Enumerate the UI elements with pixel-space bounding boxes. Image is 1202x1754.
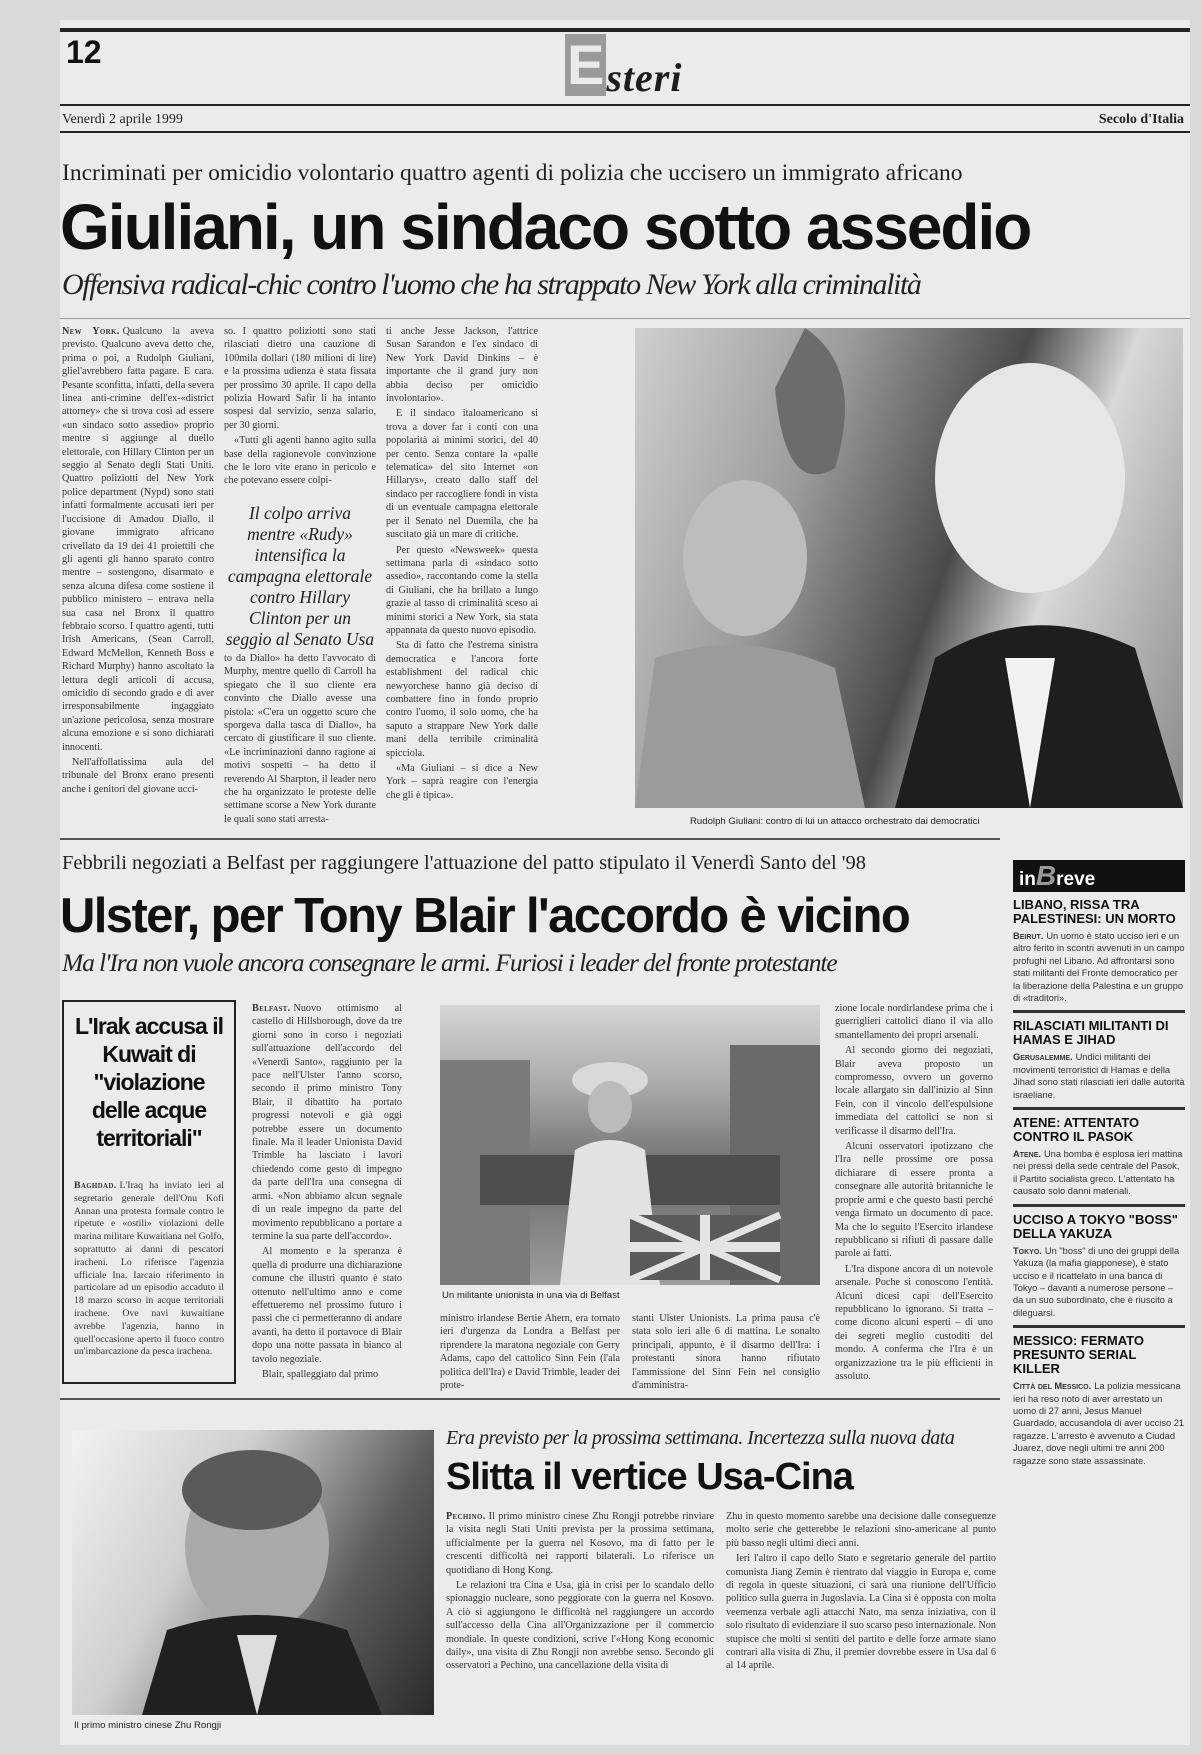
belfast-photo-shapes	[440, 1005, 820, 1285]
giuliani-text-2b: «Tutti gli agenti hanno agito sulla base della ragionevole convinzione che le loro vite erano in pericolo e che potevano essere colpi-	[224, 435, 376, 487]
zhu-photo-shapes	[72, 1430, 434, 1715]
section-initial: E	[567, 33, 605, 96]
masthead-rule-2	[60, 131, 1190, 133]
ulster-col-1	[252, 1002, 402, 1384]
brevi-item-dateline: Gerusalemme.	[1013, 1052, 1073, 1063]
ulster-text-1b: Al momento e la speranza è quella di produrre una dichiarazione comune che illustri quanto è stato ottenuto nell'ultimo anno e come effettueremo nel prossimo futuro i passi che ci permetteranno di andare avanti, ha detto il portavoce di Blair dopo una notte passata in bianco al tavolo negoziale.	[252, 1246, 402, 1365]
page-number: 12	[66, 34, 102, 70]
brevi-item-title: UCCISO A TOKYO "BOSS" DELLA YAKUZA	[1013, 1211, 1178, 1241]
giuliani-photo-caption: Rudolph Giuliani: contro di lui un attacco orchestrato dai democratici	[690, 816, 980, 827]
giuliani-text-3a: ti anche Jesse Jackson, l'attrice Susan Sarandon e l'ex sindaco di New York David Dinkins – è importante che il grand jury non abbia deciso per omicidio involontario».	[386, 326, 538, 405]
ulster-text-4d: L'Ira dispone ancora di un notevole arsenale. Poche si conoscono l'entità. Alcuni dicesi capi dell'Esercito repubblicano lo ignorano. Si tratta – come dicono alcuni esperti – di uno dei segreti meglio custoditi del mondo. A conferma che l'Ira è un organizzazione tra le più efficienti in assoluto.	[835, 1263, 993, 1382]
giuliani-rule	[60, 318, 1190, 319]
giuliani-col-2c	[224, 652, 376, 830]
irak-text: L'Iraq ha inviato ieri al segretario generale dell'Onu Kofi Annan una protesta formale contro le ripetute e «ostili» violazioni delle marina militare Kuwaitiana nel Golfo, soprattutto ai danni di pescatori iracheni. Lo riferisce l'agenzia ufficiale Ina. Iarcaio riferimento in particolare ad un episodio accaduto il 18 marzo scorso in acque territoriali irachene. Ove navi kuwaitiane avrebbe l'agenzia, hanno in quell'occasione aperto il fuoco contro un'imbarcazione da pesca irachena.	[74, 1180, 224, 1358]
ulster-text-4c: Alcuni osservatori ipotizzano che l'Ira nelle prossime ore possa dichiarare di essere pronta a consegnare alle autorità britanniche le proprie armi e che questo basti perché venga firmato un documento di pace. Ma che lo seguito l'Esercito irlandese repubblicano si rifiuti di passare dalle parole ai fatti.	[835, 1141, 993, 1260]
giuliani-col-1	[62, 325, 214, 830]
brevi-header	[1013, 860, 1185, 892]
ulster-col-2	[440, 1312, 620, 1392]
section-title	[565, 33, 683, 100]
giuliani-text-1: Qualcuno la aveva previsto. Qualcuno aveva detto che, prima o poi, a Rudolph Giuliani, gliel'avrebbero fatta pagare. E cara. Pesante sconfitta, infatti, della severa linea anti-crimine dell'ex-«district attorney» che si trova così ad essere «un sindaco sotto assedio» proprio mentre si aggiunge al duello elettorale, con Hillary Clinton per un seggio al Senato degli Stati Uniti. Quattro poliziotti del New York police department (Nypd) sono stati infatti formalmente accusati ieri per l'uccisione di Amadou Diallo, il giovane immigrato africano crivellato da 19 dei 41 proiettili che gli agenti gli hanno sparato contro mentre – sostengono, disarmato e senza alcuna difesa come sostiene il pubblico ministero – entrava nella sua casa nel Bronx il quattro febbraio scorso. I quattro agenti, tutti Irish Americans, (Sean Carroll, Edward McMellon, Kenneth Boss e Richard Murphy) hanno ascoltato la lettura degli articoli di accusa, omicidio di secondo grado e di aver irresponsabilmente ingaggiato un'azione pericolosa, senza mostrare alcuna emozione e si sono dichiarati innocenti.	[62, 326, 214, 753]
brevi-item	[1013, 1116, 1185, 1207]
ulster-col-4	[835, 1002, 993, 1384]
cina-dateline: Pechino.	[446, 1511, 486, 1522]
top-rule	[60, 28, 1190, 32]
newspaper-name: Secolo d'Italia	[1098, 112, 1184, 127]
brevi-item-title: ATENE: ATTENTATO CONTRO IL PASOK	[1013, 1115, 1140, 1145]
section-divider-1	[60, 838, 1000, 840]
giuliani-text-2c: to da Diallo» ha detto l'avvocato di Murphy, mentre quello di Carroll ha spiegato che il suo cliente era convinto che Diallo avesse una pistola: «C'era un oggetto scuro che sporgeva dalla tasca di Diallo», ha cercato di giustificare il suo cliente. «Le incriminazioni danno ragione ai motivi sospetti – ha detto il reverendo Al Sharpton, il leader nero che ha organizzato le proteste delle settimane scorse a New York durante le quali sono stati arresta-	[224, 653, 376, 825]
newspaper-page	[60, 20, 1190, 1745]
brevi-header-in: in	[1019, 869, 1036, 890]
ulster-text-1: Nuovo ottimismo al castello di Hillsborough, dove da tre giorni sono in corso i negoziati sull'attuazione dell'accordo del «Venerdì Santo», raggiunto per la pace nell'Ulster l'anno scorso, secondo il primo ministro Tony Blair, il dibattito ha portato progressi notevoli e già oggi potrebbe essere un documento finale. Ma il leader Unionista David Trimble ha lasciato i lavori chiedendo come gesto di impegno da parte dell'Ira una consegna di armi. «Non abbiamo alcun segnale di un reale impegno da parte del movimento repubblicano a portare a termine la sua parte dell'accordo».	[252, 1003, 402, 1242]
cina-text-1b: Le relazioni tra Cina e Usa, già in crisi per lo scandalo dello spionaggio nucleare, sono peggiorate con la guerra nel Kosovo. A ciò si aggiungono le difficoltà nel raggiungere un accordo sull'accesso della Cina all'Organizzazione per il commercio mondiale. In queste condizioni, scrive l'«Hong Kong economic daily», una visita di Zhu Rongji non avrebbe senso. Secondo gli osservatori a Pechino, una cancellazione della visita di	[446, 1580, 714, 1672]
masthead-rule-1	[60, 104, 1190, 106]
giuliani-pullquote: Il colpo arriva mentre «Rudy» intensifica la campagna elettorale contro Hillary Clinton per un seggio al Senato Usa	[225, 503, 375, 649]
cina-kicker: Era previsto per la prossima settimana. Incertezza sulla nuova data	[446, 1427, 955, 1449]
brevi-item-body: Undici militanti dei movimenti terroristici di Hamas e della Jihad sono stati rilasciati ieri dalle autorità israeliane.	[1013, 1052, 1185, 1100]
cina-text-2a: Zhu in questo momento sarebbe una decisione dalle conseguenze molto serie che getterebbe le relazioni sino-americane al punto più basso negli ultimi dieci anni.	[726, 1511, 996, 1549]
giuliani-kicker: Incriminati per omicidio volontario quattro agenti di polizia che uccisero un immigrato africano	[62, 160, 963, 186]
brevi-item	[1013, 898, 1185, 1013]
brevi-item	[1013, 1334, 1185, 1467]
section-name: steri	[606, 55, 683, 100]
irak-box	[62, 1000, 236, 1384]
zhu-photo	[72, 1430, 434, 1715]
giuliani-dateline: New York.	[62, 326, 120, 337]
section-divider-2	[60, 1398, 1000, 1400]
giuliani-text-3c: Per questo «Newsweek» questa settimana parla di «sindaco sotto assedio», raccontando come la stella di Giuliani, che ha brillato a lungo grazie al tasso di criminalità sceso ai minimi storici a New York, sia stata appannata da questo nuovo episodio.	[386, 544, 538, 636]
cina-text-1: Il primo ministro cinese Zhu Rongji potrebbe rinviare la visita negli Stati Uniti prevista per la prossima settimana, ufficialmente per la guerra nel Kosovo, ma di fatto per le crescenti difficoltà nei rapporti bilaterali. Lo riferisce un quotidiano di Hong Kong.	[446, 1511, 714, 1576]
giuliani-text-3d: Sta di fatto che l'estrema sinistra democratica e l'ancora forte establishment del radical chic newyorchese hanno già deciso di combattere fino in fondo proprio contro l'uomo, il solo uomo, che ha saputo a strappare New York dalle mani della terribile criminalità spicciola.	[386, 640, 538, 759]
cina-col-1	[446, 1510, 714, 1738]
brevi-item-dateline: Beirut.	[1013, 931, 1044, 941]
irak-dateline: Baghdad.	[74, 1180, 117, 1191]
brevi-item-body: Un uomo è stato ucciso ieri e un altro ferito in scontri avvenuti in un campo profughi nel Libano. Ad affrontarsi sono stati militanti del Fronte democratico per la liberazione della Palestina e un gruppo di «traditori».	[1013, 931, 1185, 1004]
cina-text-2b: Ieri l'altro il capo dello Stato e segretario generale del partito comunista Jiang Zemin è rientrato dal viaggio in Europa e, come di regola in queste situazioni, ci sarà una riunione dell'Ufficio politico sulla guerra in Jugoslavia. La Cina si è opposta con molta veemenza verbale agli attacchi Nato, ma senza iniziativa, con il solo risultato di evidenziare il suo scarso peso internazionale. Non stupisce che molti si sentiti del partito e delle forze armate siano contrari alla visita di Zhu, il premier dovrebbe essere in Usa dal 6 al 14 aprile.	[726, 1553, 996, 1672]
ulster-text-3: stanti Ulster Unionists. La prima pausa c'è stata solo ieri alle 6 di mattina. Le sonalto principali, appunto, è il disarmo dell'Ira: i protestanti sinora hanno rifiutato l'ammissione del Sinn Fein nel consiglio d'amministra-	[632, 1313, 820, 1392]
cina-col-2	[726, 1510, 996, 1738]
ulster-subhead: Ma l'Ira non vuole ancora consegnare le armi. Furiosi i leader del fronte protestante	[62, 948, 837, 977]
brevi-separator	[1013, 1325, 1185, 1328]
ulster-text-4a: zione locale nordirlandese prima che i guerriglieri cattolici diano il via allo smantellamento dei propri arsenali.	[835, 1003, 993, 1041]
brevi-item-dateline: Città del Messico.	[1013, 1381, 1092, 1392]
brevi-item-title: LIBANO, RISSA TRA PALESTINESI: UN MORTO	[1013, 897, 1176, 926]
brevi-separator	[1013, 1107, 1185, 1110]
giuliani-photo-shapes	[635, 328, 1183, 808]
giuliani-headline: Giuliani, un sindaco sotto assedio	[60, 191, 1031, 263]
ulster-kicker: Febbrili negoziati a Belfast per raggiungere l'attuazione del patto stipulato il Venerdì Santo del '98	[62, 852, 867, 874]
zhu-photo-caption: Il primo ministro cinese Zhu Rongji	[74, 1720, 222, 1731]
ulster-text-2: ministro irlandese Bertie Ahern, era tornato ieri d'urgenza da Londra a Belfast per riprendere la maratona negoziale con Gerry Adams, capo del cattolico Sinn Fein (l'ala politica dell'Ira) e David Trimble, leader dei prote-	[440, 1313, 620, 1392]
brevi-item-body: La polizia messicana ieri ha reso noto di aver arrestato un uomo di 27 anni, Jesus Manuel Guardado, accusandola di aver ucciso 21 ragazze. L'arresto è avvenuto a Ciudad Juarez, dove negli ultimi tre anni 200 ragazze sono state assassinate.	[1013, 1381, 1185, 1466]
brevi-item-dateline: Atene.	[1013, 1149, 1041, 1160]
belfast-photo-caption: Un militante unionista in una via di Belfast	[442, 1290, 620, 1301]
giuliani-col-3	[386, 325, 538, 830]
brevi-item-title: MESSICO: FERMATO PRESUNTO SERIAL KILLER	[1013, 1333, 1144, 1377]
brevi-item	[1013, 1213, 1185, 1328]
brevi-item	[1013, 1019, 1185, 1110]
brevi-item-title: RILASCIATI MILITANTI DI HAMAS E JIHAD	[1013, 1018, 1169, 1048]
brevi-header-rest: reve	[1056, 869, 1096, 890]
giuliani-text-2a: so. I quattro poliziotti sono stati rilasciati dietro una cauzione di 100mila dollari (180 milioni di lire) e la prossima udienza è stata fissata per prossimo 30 aprile. Il capo della polizia Howard Safir li ha intanto sospesi dal servizio, senza salario, per 30 giorni.	[224, 326, 376, 431]
brevi-header-initial: B	[1035, 860, 1057, 891]
issue-date: Venerdì 2 aprile 1999	[62, 112, 183, 127]
giuliani-photo	[635, 328, 1183, 808]
brevi-item-body: Una bomba è esplosa ieri mattina nei pressi della sede centrale del Pasok, il Partito socialista greco. L'attentato ha causato solo danni materiali.	[1013, 1149, 1183, 1197]
ulster-headline: Ulster, per Tony Blair l'accordo è vicino	[60, 889, 910, 943]
belfast-photo	[440, 1005, 820, 1285]
ulster-text-4b: Al secondo giorno dei negoziati, Blair aveva proposto un compromesso, ovvero un governo locale allargato sin dall'inizio al Sinn Fein, con il vincolo dell'espulsione immediata del cattolici se non si verificasse il disarmo dell'Ira.	[835, 1045, 993, 1137]
giuliani-col-2a	[224, 325, 376, 495]
brevi-item-body: Un "boss" di uno dei gruppi della Yakuza (la mafia giapponese), è stato ucciso e il ricattelato in una banca di Tokyo – davanti a numerose persone – da un suo subordinato, che è riuscito a dileguarsi.	[1013, 1245, 1180, 1318]
giuliani-text-1b: Nell'affollatissima aula del tribunale del Bronx erano presenti anche i genitori del giovane ucci-	[62, 757, 214, 795]
brevi-separator	[1013, 1204, 1185, 1207]
ulster-dateline: Belfast.	[252, 1003, 291, 1014]
giuliani-subhead: Offensiva radical-chic contro l'uomo che ha strappato New York alla criminalità	[62, 268, 921, 301]
irak-headline: L'Irak accusa il Kuwait di "violazione delle acque territoriali"	[74, 1013, 223, 1151]
giuliani-text-3b: E il sindaco italoamericano si trova a dover far i conti con una popolarità ai minimi storici, del 40 per cento. Senza contare la «palle telematica» del sito Internet «on Hillarys», creato dallo staff del sindaco per raccogliere fondi in vista di un eventuale campagna elettorale per il Senato nel Duemila, che ha suscitato già un mare di critiche.	[386, 408, 538, 541]
ulster-col-3	[632, 1312, 820, 1392]
cina-headline: Slitta il vertice Usa-Cina	[446, 1456, 853, 1498]
brevi-item-dateline: Tokyo.	[1013, 1245, 1042, 1256]
irak-body	[74, 1180, 224, 1375]
brevi-sidebar	[1013, 860, 1185, 1740]
brevi-separator	[1013, 1010, 1185, 1013]
giuliani-text-3e: «Ma Giuliani – si dice a New York – saprà reagire con l'energia che gli è tipica».	[386, 763, 538, 801]
ulster-text-1c: Blair, spalleggiato dal primo	[262, 1368, 379, 1380]
